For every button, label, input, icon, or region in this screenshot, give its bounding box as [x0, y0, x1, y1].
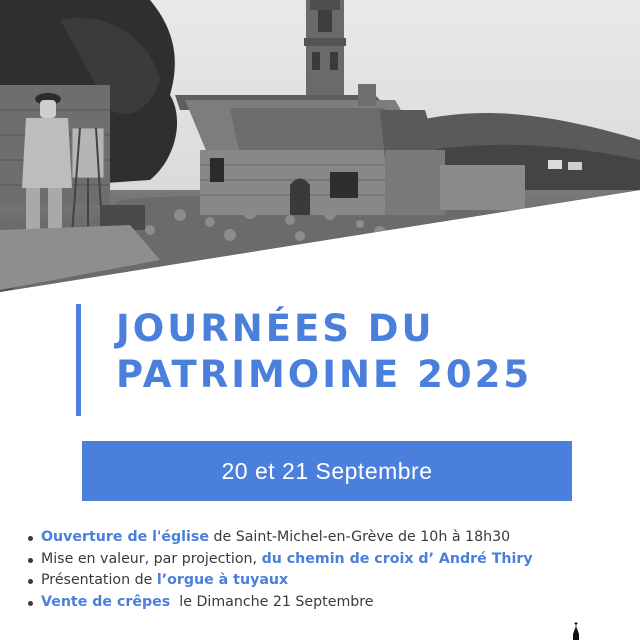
header-photo — [0, 0, 640, 300]
date-text: 20 et 21 Septembre — [221, 457, 433, 484]
program-text: de Saint-Michel-en-Grève de 10h à 18h30 — [208, 529, 511, 545]
program-highlight: l’orgue à tuyaux — [156, 572, 289, 588]
list-item — [24, 527, 533, 549]
list-item — [24, 592, 533, 614]
list-item — [24, 570, 533, 592]
program-highlight: Vente de crêpes — [41, 593, 171, 610]
program-highlight: Ouverture de l'église — [41, 529, 209, 545]
program-text: le Dimanche 21 Septembre — [170, 593, 374, 610]
title-line-1: JOURNÉES DU — [116, 307, 435, 350]
date-banner — [82, 441, 572, 501]
program-text: Mise en valeur, par projection, — [41, 550, 262, 567]
program-list — [24, 527, 533, 613]
list-item — [24, 549, 533, 571]
title-accent-bar — [76, 304, 81, 416]
steeple-icon — [571, 622, 581, 640]
title-line-2: PATRIMOINE 2025 — [116, 353, 533, 396]
page-title — [116, 306, 532, 398]
program-highlight: du chemin de croix d’ André Thiry — [261, 550, 533, 567]
program-text: Présentation de — [41, 572, 157, 588]
